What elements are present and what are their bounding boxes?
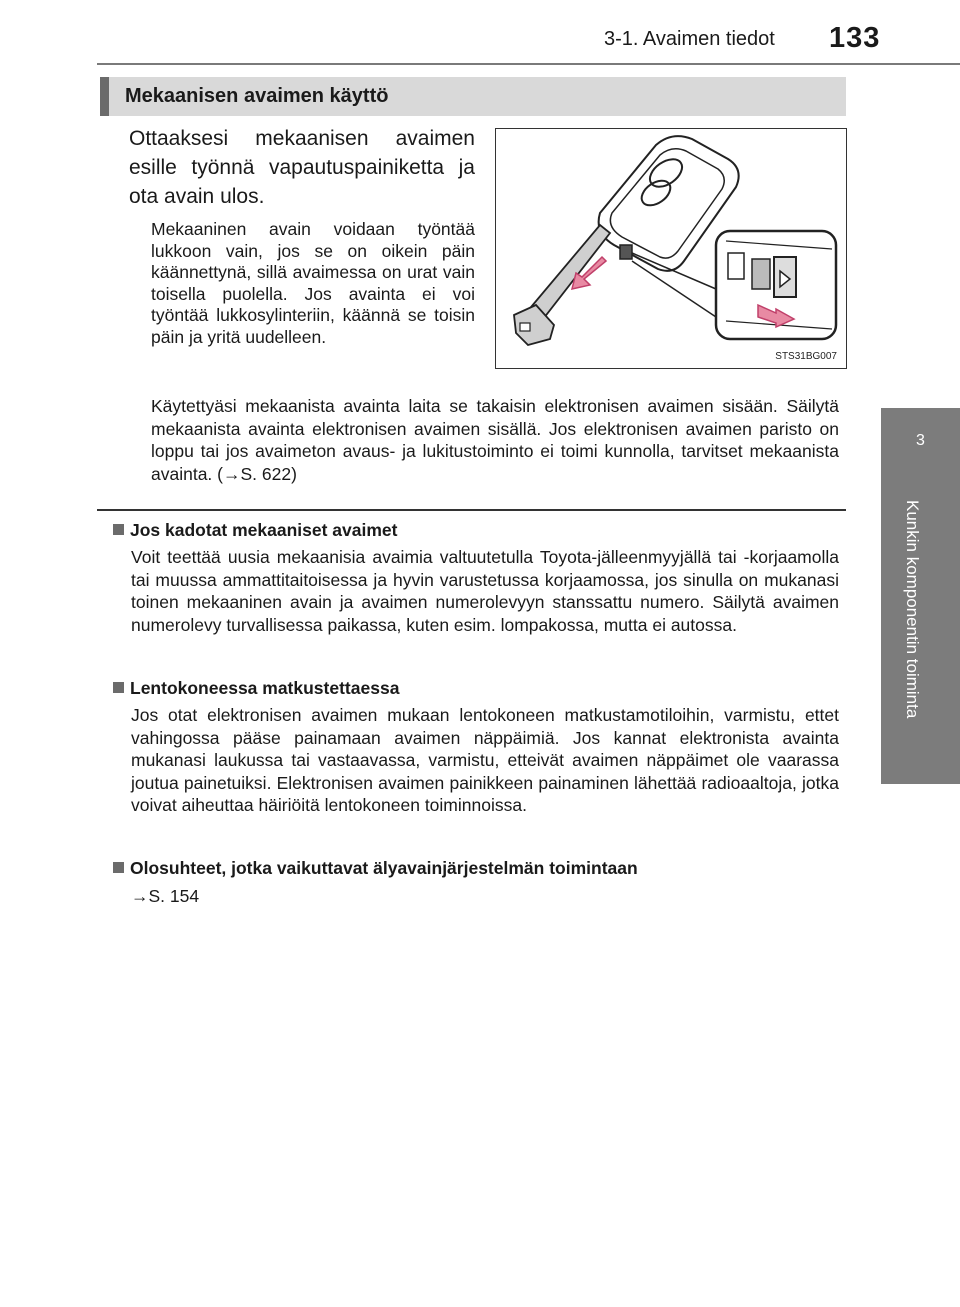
mechanical-key-illustration xyxy=(495,128,847,369)
page-number: 133 xyxy=(829,22,881,54)
info-heading-lost-keys xyxy=(113,520,398,541)
square-bullet-icon xyxy=(113,682,124,693)
chapter-side-tab xyxy=(881,408,960,784)
callout-line-top xyxy=(632,253,716,289)
fob-inner-outline xyxy=(610,149,724,258)
section-divider xyxy=(97,509,846,511)
fob-button-top xyxy=(645,154,687,193)
running-header-section: 3-1. Avaimen tiedot xyxy=(604,28,775,50)
header-rule xyxy=(97,63,960,65)
usage-paragraph: Käytettyäsi mekaanista avainta laita se takaisin elektronisen avaimen sisään. Säilytä mekaanista avainta elektronisen avaimen sisällä. Jos elektronisen avaimen paristo on loppu tai jos avaimeton avaus- ja lukitustoiminto ei toimi kunnolla, tarvitset mekaanista avainta. (→S. 622) xyxy=(151,396,839,484)
square-bullet-icon xyxy=(113,524,124,535)
section-title-accent xyxy=(100,77,109,116)
release-button-zoom-detail xyxy=(716,231,836,339)
section-title: Mekaanisen avaimen käyttö xyxy=(125,85,389,107)
info-heading-airplane xyxy=(113,678,399,699)
chapter-title: Kunkin komponentin toiminta xyxy=(903,500,922,719)
key-fob-drawing xyxy=(496,129,848,370)
fob-button-bottom xyxy=(637,176,675,211)
mechanical-key-icon xyxy=(514,225,610,345)
chapter-number: 3 xyxy=(916,432,925,449)
info-heading-text: Jos kadotat mekaaniset avaimet xyxy=(130,520,398,540)
info-body-airplane: Jos otat elektronisen avaimen mukaan lentokoneen matkustamotiloihin, varmistu, ettet vahingossa pääse painamaan avaimen näppäimiä. Jos kannat elektronista avainta mukanasi laukussa tai vastaavassa, varmistu, etteivät avaimen näppäimet ole vaarassa joutua painetuiksi. Elektronisen avaimen painikkeen painaminen lähettää radioaaltoja, jotka voivat aiheuttaa häiriöitä lentokoneen toiminnoissa. xyxy=(131,705,839,815)
info-body-smart-key-conditions[interactable]: →S. 154 xyxy=(131,886,200,906)
intro-paragraph: Ottaaksesi mekaanisen avaimen esille työnnä vapautuspainiketta ja ota avain ulos. xyxy=(129,127,475,208)
key-orientation-note: Mekaaninen avain voidaan työntää lukkoon vain, jos se on oikein päin käännettynä, sillä avaimessa on urat vain toisella puolella. Jos avainta ei voi työntää lukkosylinteriin, käännä se toisin päin ja yritä uudelleen. xyxy=(151,219,475,347)
info-heading-smart-key-conditions xyxy=(113,858,638,879)
info-body-lost-keys: Voit teettää uusia mekaanisia avaimia valtuutetulla Toyota-jälleenmyyjällä tai -korjaamolla tai muussa ammattitaitoisessa ja hyvin varustetussa korjaamossa, jos sinulla on mukanasi toinen mekaaninen avain ja avaimen numerolevyyn stanssattu numero. Säilytä avaimen numerolevy turvallisessa paikassa, kuten esim. lompakossa, mutta ei autossa. xyxy=(131,547,839,635)
figure-code: STS31BG007 xyxy=(775,351,837,362)
chapter-title-wrapper xyxy=(902,500,938,770)
square-bullet-icon xyxy=(113,862,124,873)
release-button-icon xyxy=(620,245,632,259)
info-heading-text: Olosuhteet, jotka vaikuttavat älyavainjärjestelmän toimintaan xyxy=(130,858,638,878)
info-heading-text: Lentokoneessa matkustettaessa xyxy=(130,678,400,698)
